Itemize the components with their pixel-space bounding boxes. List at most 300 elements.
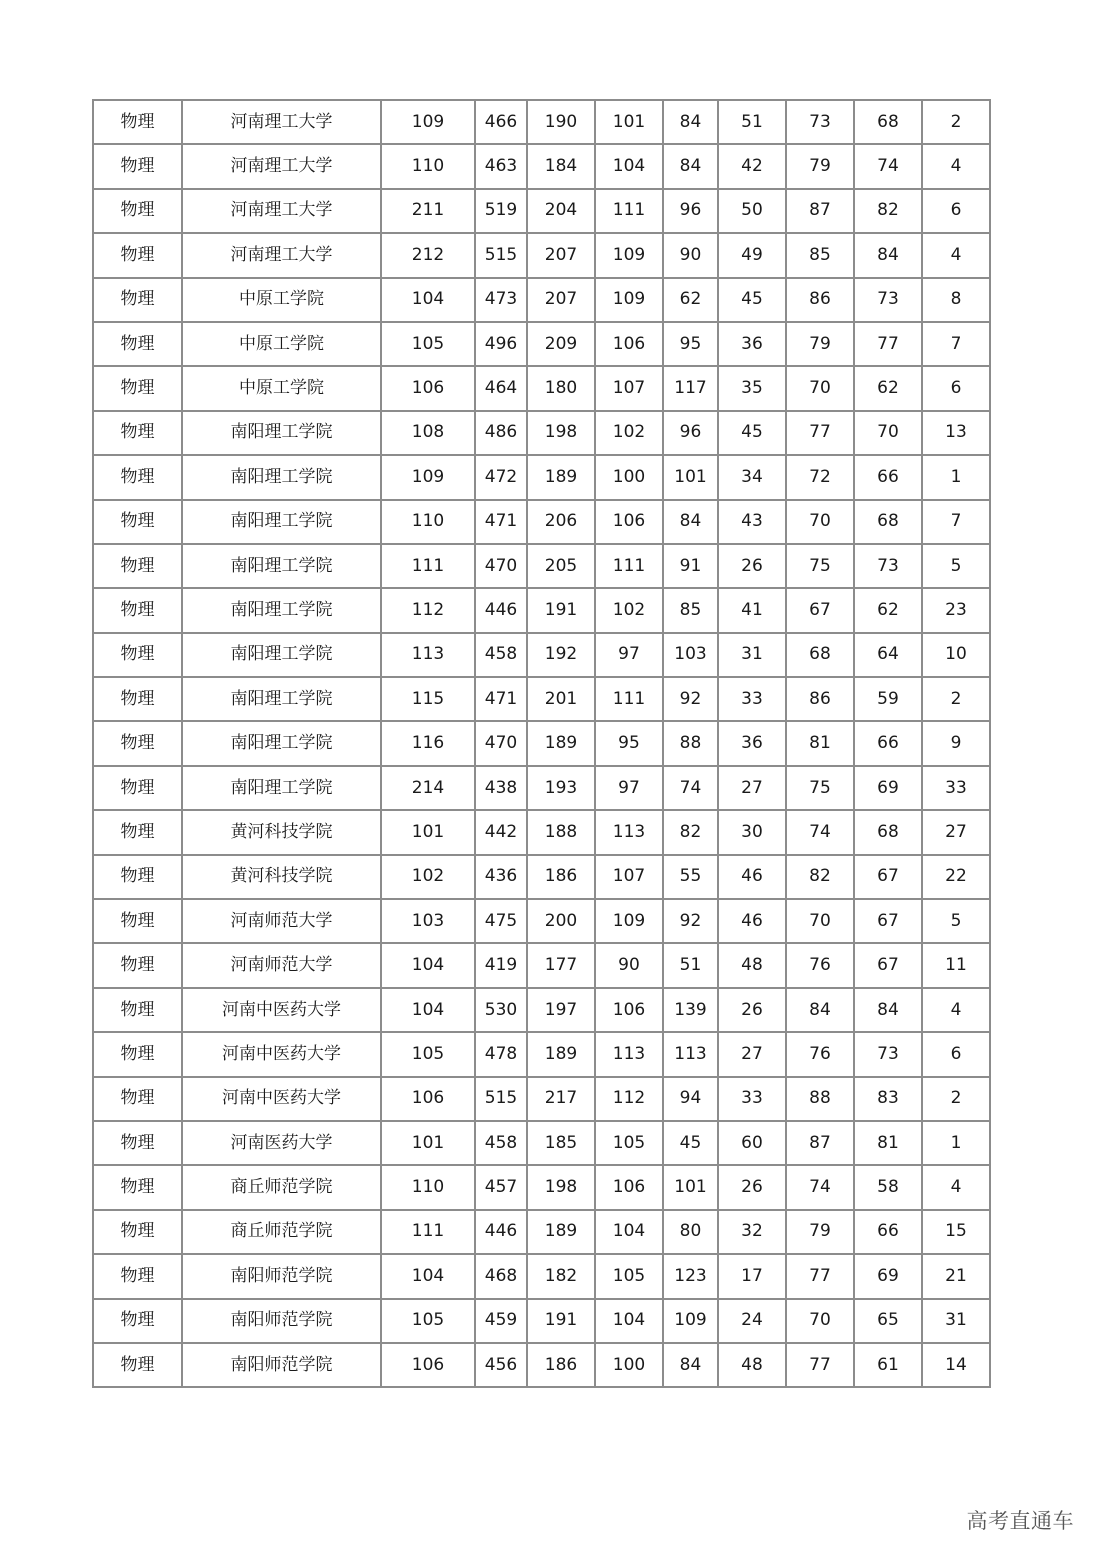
score-cell-e: 70 — [786, 1299, 854, 1343]
table-body — [93, 100, 990, 1387]
score-cell-e: 82 — [786, 855, 854, 899]
group-code-cell: 101 — [381, 810, 475, 854]
count-cell: 2 — [922, 1077, 990, 1121]
table-row — [93, 411, 990, 455]
group-code-cell: 104 — [381, 278, 475, 322]
admission-score-table — [92, 99, 991, 1388]
score-cell-e: 79 — [786, 1210, 854, 1254]
score-cell-d: 32 — [718, 1210, 786, 1254]
score-cell-d: 27 — [718, 766, 786, 810]
score-cell-b: 106 — [595, 1165, 663, 1209]
score-cell-b: 100 — [595, 1343, 663, 1387]
group-code-cell: 111 — [381, 1210, 475, 1254]
score-cell-b: 95 — [595, 721, 663, 765]
subject-cell: 物理 — [93, 988, 182, 1032]
school-name-cell: 黄河科技学院 — [182, 810, 381, 854]
subject-cell: 物理 — [93, 189, 182, 233]
table-row — [93, 1210, 990, 1254]
table-row — [93, 855, 990, 899]
school-name-cell: 河南中医药大学 — [182, 1032, 381, 1076]
score-cell-a: 186 — [527, 855, 595, 899]
table-row — [93, 233, 990, 277]
group-code-cell: 109 — [381, 100, 475, 144]
count-cell: 4 — [922, 144, 990, 188]
score-cell-e: 77 — [786, 1343, 854, 1387]
school-name-cell: 商丘师范学院 — [182, 1210, 381, 1254]
group-code-cell: 111 — [381, 544, 475, 588]
score-cell-e: 73 — [786, 100, 854, 144]
school-name-cell: 中原工学院 — [182, 366, 381, 410]
count-cell: 7 — [922, 500, 990, 544]
score-cell-c: 109 — [663, 1299, 718, 1343]
table-row — [93, 544, 990, 588]
score-cell-a: 189 — [527, 1210, 595, 1254]
total-score-cell: 515 — [475, 233, 527, 277]
score-cell-f: 84 — [854, 233, 922, 277]
group-code-cell: 110 — [381, 1165, 475, 1209]
score-cell-b: 101 — [595, 100, 663, 144]
count-cell: 31 — [922, 1299, 990, 1343]
score-cell-a: 206 — [527, 500, 595, 544]
total-score-cell: 473 — [475, 278, 527, 322]
school-name-cell: 南阳理工学院 — [182, 500, 381, 544]
school-name-cell: 南阳理工学院 — [182, 455, 381, 499]
score-cell-f: 58 — [854, 1165, 922, 1209]
subject-cell: 物理 — [93, 810, 182, 854]
count-cell: 21 — [922, 1254, 990, 1298]
table-row — [93, 943, 990, 987]
total-score-cell: 446 — [475, 588, 527, 632]
count-cell: 7 — [922, 322, 990, 366]
count-cell: 2 — [922, 677, 990, 721]
score-cell-b: 97 — [595, 766, 663, 810]
score-cell-b: 112 — [595, 1077, 663, 1121]
score-cell-d: 36 — [718, 322, 786, 366]
count-cell: 33 — [922, 766, 990, 810]
table-row — [93, 1299, 990, 1343]
score-cell-d: 43 — [718, 500, 786, 544]
score-cell-c: 92 — [663, 899, 718, 943]
score-cell-c: 139 — [663, 988, 718, 1032]
total-score-cell: 530 — [475, 988, 527, 1032]
score-cell-d: 42 — [718, 144, 786, 188]
score-cell-d: 51 — [718, 100, 786, 144]
school-name-cell: 南阳理工学院 — [182, 721, 381, 765]
count-cell: 4 — [922, 988, 990, 1032]
school-name-cell: 南阳理工学院 — [182, 411, 381, 455]
table-row — [93, 278, 990, 322]
score-cell-a: 207 — [527, 233, 595, 277]
group-code-cell: 102 — [381, 855, 475, 899]
score-cell-a: 189 — [527, 721, 595, 765]
table-row — [93, 810, 990, 854]
subject-cell: 物理 — [93, 500, 182, 544]
score-cell-f: 84 — [854, 988, 922, 1032]
score-cell-b: 109 — [595, 278, 663, 322]
score-cell-d: 31 — [718, 633, 786, 677]
score-cell-b: 109 — [595, 233, 663, 277]
score-cell-b: 90 — [595, 943, 663, 987]
score-cell-f: 67 — [854, 943, 922, 987]
group-code-cell: 105 — [381, 322, 475, 366]
total-score-cell: 459 — [475, 1299, 527, 1343]
score-cell-c: 82 — [663, 810, 718, 854]
school-name-cell: 南阳理工学院 — [182, 766, 381, 810]
score-cell-f: 69 — [854, 1254, 922, 1298]
score-cell-d: 35 — [718, 366, 786, 410]
score-cell-b: 100 — [595, 455, 663, 499]
school-name-cell: 南阳师范学院 — [182, 1343, 381, 1387]
subject-cell: 物理 — [93, 366, 182, 410]
school-name-cell: 南阳理工学院 — [182, 633, 381, 677]
score-cell-f: 62 — [854, 366, 922, 410]
group-code-cell: 110 — [381, 500, 475, 544]
score-cell-d: 60 — [718, 1121, 786, 1165]
score-cell-b: 104 — [595, 1210, 663, 1254]
score-cell-d: 36 — [718, 721, 786, 765]
count-cell: 8 — [922, 278, 990, 322]
group-code-cell: 115 — [381, 677, 475, 721]
score-cell-a: 188 — [527, 810, 595, 854]
score-cell-a: 201 — [527, 677, 595, 721]
score-cell-e: 86 — [786, 677, 854, 721]
table-row — [93, 633, 990, 677]
score-cell-d: 50 — [718, 189, 786, 233]
score-cell-b: 104 — [595, 1299, 663, 1343]
group-code-cell: 112 — [381, 588, 475, 632]
score-cell-d: 30 — [718, 810, 786, 854]
score-cell-c: 45 — [663, 1121, 718, 1165]
score-cell-a: 182 — [527, 1254, 595, 1298]
score-cell-c: 80 — [663, 1210, 718, 1254]
score-cell-c: 103 — [663, 633, 718, 677]
score-cell-d: 46 — [718, 855, 786, 899]
school-name-cell: 河南理工大学 — [182, 144, 381, 188]
score-cell-b: 109 — [595, 899, 663, 943]
table-row — [93, 500, 990, 544]
score-cell-a: 186 — [527, 1343, 595, 1387]
score-cell-c: 85 — [663, 588, 718, 632]
score-cell-c: 96 — [663, 411, 718, 455]
subject-cell: 物理 — [93, 1032, 182, 1076]
school-name-cell: 河南医药大学 — [182, 1121, 381, 1165]
total-score-cell: 466 — [475, 100, 527, 144]
score-cell-a: 205 — [527, 544, 595, 588]
score-cell-e: 86 — [786, 278, 854, 322]
table-row — [93, 721, 990, 765]
school-name-cell: 中原工学院 — [182, 278, 381, 322]
score-cell-c: 113 — [663, 1032, 718, 1076]
score-cell-a: 177 — [527, 943, 595, 987]
subject-cell: 物理 — [93, 278, 182, 322]
score-cell-f: 67 — [854, 899, 922, 943]
school-name-cell: 南阳理工学院 — [182, 677, 381, 721]
score-cell-d: 49 — [718, 233, 786, 277]
subject-cell: 物理 — [93, 322, 182, 366]
total-score-cell: 475 — [475, 899, 527, 943]
total-score-cell: 519 — [475, 189, 527, 233]
total-score-cell: 464 — [475, 366, 527, 410]
score-cell-d: 46 — [718, 899, 786, 943]
count-cell: 6 — [922, 1032, 990, 1076]
score-cell-e: 88 — [786, 1077, 854, 1121]
total-score-cell: 471 — [475, 500, 527, 544]
count-cell: 1 — [922, 1121, 990, 1165]
group-code-cell: 103 — [381, 899, 475, 943]
total-score-cell: 486 — [475, 411, 527, 455]
total-score-cell: 436 — [475, 855, 527, 899]
count-cell: 4 — [922, 1165, 990, 1209]
school-name-cell: 南阳师范学院 — [182, 1254, 381, 1298]
score-cell-a: 209 — [527, 322, 595, 366]
subject-cell: 物理 — [93, 1343, 182, 1387]
count-cell: 13 — [922, 411, 990, 455]
total-score-cell: 496 — [475, 322, 527, 366]
score-cell-b: 102 — [595, 411, 663, 455]
score-cell-c: 96 — [663, 189, 718, 233]
table-row — [93, 1165, 990, 1209]
group-code-cell: 106 — [381, 1077, 475, 1121]
table-row — [93, 899, 990, 943]
score-cell-a: 217 — [527, 1077, 595, 1121]
score-cell-a: 189 — [527, 1032, 595, 1076]
subject-cell: 物理 — [93, 100, 182, 144]
table-row — [93, 1077, 990, 1121]
score-cell-f: 66 — [854, 1210, 922, 1254]
table-row — [93, 1343, 990, 1387]
score-cell-d: 48 — [718, 943, 786, 987]
score-cell-d: 26 — [718, 1165, 786, 1209]
score-cell-c: 117 — [663, 366, 718, 410]
subject-cell: 物理 — [93, 1077, 182, 1121]
score-cell-e: 76 — [786, 943, 854, 987]
score-cell-f: 61 — [854, 1343, 922, 1387]
score-cell-c: 123 — [663, 1254, 718, 1298]
count-cell: 14 — [922, 1343, 990, 1387]
school-name-cell: 黄河科技学院 — [182, 855, 381, 899]
subject-cell: 物理 — [93, 1210, 182, 1254]
subject-cell: 物理 — [93, 1165, 182, 1209]
score-cell-e: 70 — [786, 366, 854, 410]
total-score-cell: 468 — [475, 1254, 527, 1298]
group-code-cell: 108 — [381, 411, 475, 455]
school-name-cell: 中原工学院 — [182, 322, 381, 366]
score-cell-e: 75 — [786, 766, 854, 810]
table-row — [93, 1254, 990, 1298]
total-score-cell: 515 — [475, 1077, 527, 1121]
score-cell-f: 68 — [854, 100, 922, 144]
subject-cell: 物理 — [93, 1121, 182, 1165]
score-cell-d: 26 — [718, 544, 786, 588]
total-score-cell: 458 — [475, 1121, 527, 1165]
score-cell-d: 33 — [718, 677, 786, 721]
group-code-cell: 106 — [381, 1343, 475, 1387]
score-cell-f: 73 — [854, 278, 922, 322]
count-cell: 9 — [922, 721, 990, 765]
score-cell-e: 85 — [786, 233, 854, 277]
school-name-cell: 南阳理工学院 — [182, 544, 381, 588]
count-cell: 4 — [922, 233, 990, 277]
score-cell-f: 77 — [854, 322, 922, 366]
score-cell-d: 33 — [718, 1077, 786, 1121]
score-cell-e: 68 — [786, 633, 854, 677]
score-cell-b: 111 — [595, 677, 663, 721]
table-row — [93, 677, 990, 721]
table-row — [93, 322, 990, 366]
score-cell-f: 65 — [854, 1299, 922, 1343]
score-cell-e: 67 — [786, 588, 854, 632]
school-name-cell: 河南中医药大学 — [182, 1077, 381, 1121]
count-cell: 6 — [922, 189, 990, 233]
score-cell-f: 68 — [854, 810, 922, 854]
score-cell-b: 111 — [595, 544, 663, 588]
score-cell-e: 87 — [786, 189, 854, 233]
score-cell-e: 87 — [786, 1121, 854, 1165]
score-cell-e: 79 — [786, 144, 854, 188]
score-cell-b: 107 — [595, 366, 663, 410]
count-cell: 15 — [922, 1210, 990, 1254]
school-name-cell: 河南理工大学 — [182, 100, 381, 144]
score-cell-c: 94 — [663, 1077, 718, 1121]
score-cell-c: 88 — [663, 721, 718, 765]
subject-cell: 物理 — [93, 899, 182, 943]
score-cell-d: 45 — [718, 278, 786, 322]
score-cell-c: 92 — [663, 677, 718, 721]
total-score-cell: 442 — [475, 810, 527, 854]
subject-cell: 物理 — [93, 588, 182, 632]
total-score-cell: 470 — [475, 721, 527, 765]
table-row — [93, 455, 990, 499]
total-score-cell: 471 — [475, 677, 527, 721]
school-name-cell: 河南中医药大学 — [182, 988, 381, 1032]
score-cell-f: 70 — [854, 411, 922, 455]
score-cell-e: 76 — [786, 1032, 854, 1076]
group-code-cell: 214 — [381, 766, 475, 810]
total-score-cell: 446 — [475, 1210, 527, 1254]
subject-cell: 物理 — [93, 721, 182, 765]
score-cell-a: 200 — [527, 899, 595, 943]
subject-cell: 物理 — [93, 411, 182, 455]
count-cell: 11 — [922, 943, 990, 987]
score-cell-e: 74 — [786, 810, 854, 854]
score-cell-d: 48 — [718, 1343, 786, 1387]
subject-cell: 物理 — [93, 633, 182, 677]
group-code-cell: 109 — [381, 455, 475, 499]
group-code-cell: 211 — [381, 189, 475, 233]
score-cell-a: 184 — [527, 144, 595, 188]
score-cell-f: 73 — [854, 1032, 922, 1076]
score-cell-b: 104 — [595, 144, 663, 188]
score-cell-c: 84 — [663, 100, 718, 144]
score-cell-d: 45 — [718, 411, 786, 455]
group-code-cell: 105 — [381, 1032, 475, 1076]
group-code-cell: 101 — [381, 1121, 475, 1165]
total-score-cell: 458 — [475, 633, 527, 677]
table-row — [93, 189, 990, 233]
score-cell-a: 191 — [527, 1299, 595, 1343]
score-cell-f: 69 — [854, 766, 922, 810]
score-cell-e: 77 — [786, 411, 854, 455]
score-cell-c: 51 — [663, 943, 718, 987]
score-cell-e: 72 — [786, 455, 854, 499]
school-name-cell: 南阳师范学院 — [182, 1299, 381, 1343]
score-cell-a: 193 — [527, 766, 595, 810]
score-cell-d: 26 — [718, 988, 786, 1032]
table-row — [93, 1121, 990, 1165]
subject-cell: 物理 — [93, 943, 182, 987]
score-cell-a: 185 — [527, 1121, 595, 1165]
score-cell-a: 190 — [527, 100, 595, 144]
group-code-cell: 113 — [381, 633, 475, 677]
score-cell-b: 105 — [595, 1254, 663, 1298]
score-cell-f: 73 — [854, 544, 922, 588]
count-cell: 5 — [922, 544, 990, 588]
score-cell-b: 107 — [595, 855, 663, 899]
score-cell-e: 74 — [786, 1165, 854, 1209]
group-code-cell: 105 — [381, 1299, 475, 1343]
score-cell-a: 207 — [527, 278, 595, 322]
subject-cell: 物理 — [93, 855, 182, 899]
count-cell: 22 — [922, 855, 990, 899]
score-cell-c: 84 — [663, 1343, 718, 1387]
group-code-cell: 110 — [381, 144, 475, 188]
group-code-cell: 104 — [381, 943, 475, 987]
score-cell-c: 84 — [663, 144, 718, 188]
score-cell-c: 84 — [663, 500, 718, 544]
subject-cell: 物理 — [93, 766, 182, 810]
count-cell: 10 — [922, 633, 990, 677]
group-code-cell: 106 — [381, 366, 475, 410]
score-cell-f: 62 — [854, 588, 922, 632]
score-cell-e: 70 — [786, 899, 854, 943]
score-cell-d: 17 — [718, 1254, 786, 1298]
score-cell-a: 191 — [527, 588, 595, 632]
subject-cell: 物理 — [93, 233, 182, 277]
score-cell-a: 192 — [527, 633, 595, 677]
score-cell-d: 41 — [718, 588, 786, 632]
score-cell-c: 62 — [663, 278, 718, 322]
count-cell: 5 — [922, 899, 990, 943]
school-name-cell: 河南师范大学 — [182, 899, 381, 943]
school-name-cell: 河南理工大学 — [182, 189, 381, 233]
score-cell-e: 75 — [786, 544, 854, 588]
subject-cell: 物理 — [93, 1254, 182, 1298]
score-cell-f: 83 — [854, 1077, 922, 1121]
score-cell-f: 81 — [854, 1121, 922, 1165]
score-cell-c: 101 — [663, 455, 718, 499]
total-score-cell: 456 — [475, 1343, 527, 1387]
count-cell: 23 — [922, 588, 990, 632]
subject-cell: 物理 — [93, 677, 182, 721]
total-score-cell: 463 — [475, 144, 527, 188]
table-row — [93, 988, 990, 1032]
group-code-cell: 212 — [381, 233, 475, 277]
table-row — [93, 144, 990, 188]
score-cell-e: 77 — [786, 1254, 854, 1298]
count-cell: 1 — [922, 455, 990, 499]
score-cell-a: 180 — [527, 366, 595, 410]
score-cell-a: 204 — [527, 189, 595, 233]
score-cell-e: 79 — [786, 322, 854, 366]
school-name-cell: 南阳理工学院 — [182, 588, 381, 632]
score-cell-d: 24 — [718, 1299, 786, 1343]
score-cell-c: 95 — [663, 322, 718, 366]
subject-cell: 物理 — [93, 544, 182, 588]
group-code-cell: 116 — [381, 721, 475, 765]
score-cell-b: 113 — [595, 1032, 663, 1076]
score-cell-f: 74 — [854, 144, 922, 188]
score-cell-d: 27 — [718, 1032, 786, 1076]
